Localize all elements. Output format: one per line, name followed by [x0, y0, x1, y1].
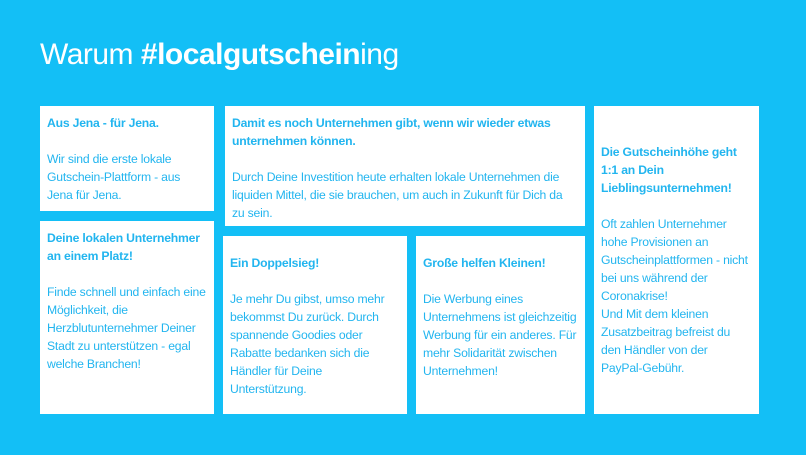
- slide-title: [40, 38, 399, 72]
- card-body: Je mehr Du gibst, umso mehr bekommst Du zurück. Durch spannende Goodies oder Rabatte bedanken sich die Händler für Deine Unterstützung.: [230, 292, 385, 396]
- title-prefix: Warum: [40, 38, 141, 71]
- card-gutscheinhoehe: [594, 106, 759, 414]
- card-heading: Damit es noch Unternehmen gibt, wenn wir wieder etwas unternehmen können.: [232, 116, 551, 148]
- card-heading: Deine lokalen Unternehmer an einem Platz!: [47, 231, 200, 263]
- card-unternehmen: [225, 106, 585, 226]
- card-body: Die Werbung eines Unternehmens ist gleichzeitig Werbung für ein anderes. Für mehr Solidarität zwischen Unternehmen!: [423, 292, 577, 378]
- card-heading: Große helfen Kleinen!: [423, 256, 546, 270]
- card-heading: Die Gutscheinhöhe geht 1:1 an Dein Lieblingsunternehmen!: [601, 145, 737, 195]
- card-lokale-unternehmer: [40, 221, 214, 414]
- title-hashtag: #localgutschein: [140, 38, 361, 71]
- title-suffix: ing: [360, 38, 399, 71]
- card-body: Finde schnell und einfach eine Möglichkeit, die Herzblutunternehmer Deiner Stadt zu unterstützen - egal welche Branchen!: [47, 285, 206, 371]
- card-aus-jena: [40, 106, 214, 211]
- card-grosse-helfen-kleinen: [416, 236, 585, 414]
- card-heading: Ein Doppelsieg!: [230, 256, 320, 270]
- card-body: Oft zahlen Unternehmer hohe Provisionen an Gutscheinplattformen - nicht bei uns während der Coronakrise! Und Mit dem kleinen Zusatzbeitrag befreist du den Händler von der PayPal-Gebühr.: [601, 217, 748, 375]
- card-body: Durch Deine Investition heute erhalten lokale Unternehmen die liquiden Mittel, die sie brauchen, um auch in Zukunft für Dich da zu sein.: [232, 170, 563, 220]
- card-heading: Aus Jena - für Jena.: [47, 116, 159, 130]
- card-doppelsieg: [223, 236, 407, 414]
- card-body: Wir sind die erste lokale Gutschein-Plattform - aus Jena für Jena.: [47, 152, 181, 202]
